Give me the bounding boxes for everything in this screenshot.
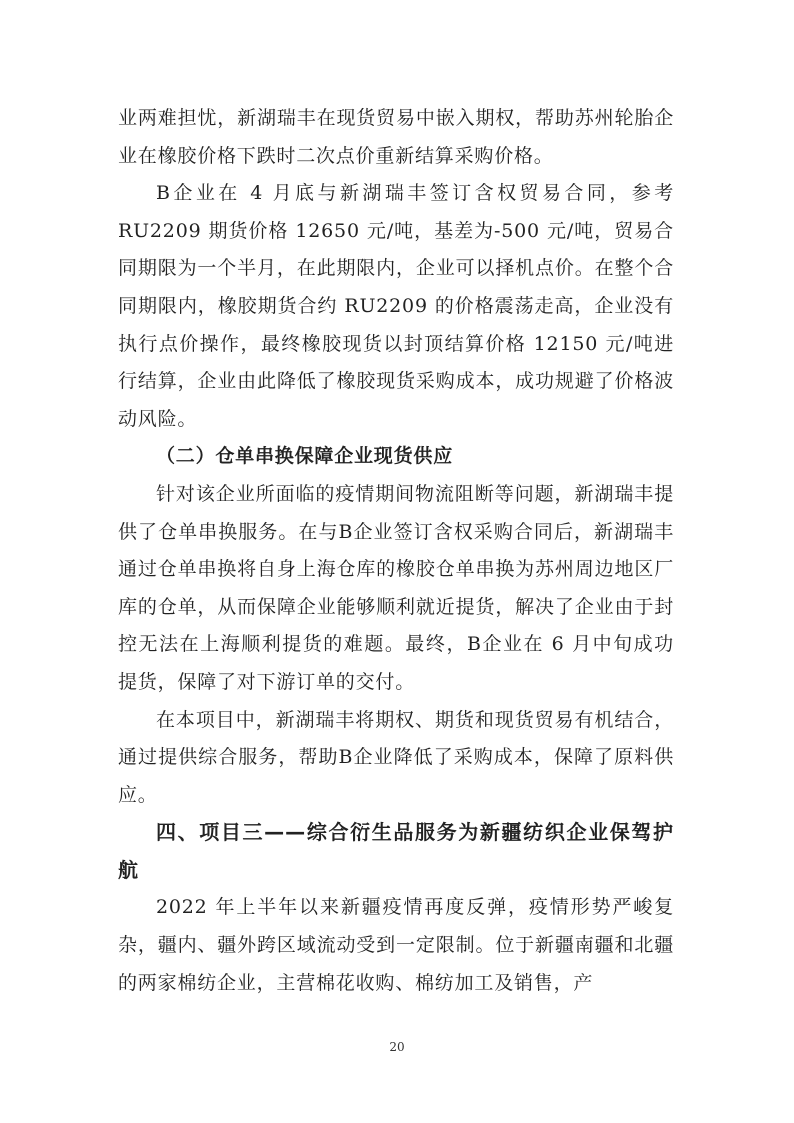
paragraph-project-summary: 在本项目中，新湖瑞丰将期权、期货和现货贸易有机结合，通过提供综合服务，帮助B企业降低了采购成本，保障了原料供应。 <box>118 708 674 806</box>
paragraph-warehouse-receipt-swap: 针对该企业所面临的疫情期间物流阻断等问题，新湖瑞丰提供了仓单串换服务。在与B企业签订含权采购合同后，新湖瑞丰通过仓单串换将自身上海仓库的橡胶仓单串换为苏州周边地区厂库的仓单，从而保障企业能够顺利就近提货，解决了企业由于封控无法在上海顺利提货的难题。最终，B企业在 6 月中旬成功提货，保障了对下游订单的交付。 <box>118 482 674 693</box>
paragraph-b-enterprise-contract: B企业在 4 月底与新湖瑞丰签订含权贸易合同，参考 RU2209 期货价格 12650 元/吨，基差为-500 元/吨，贸易合同期限为一个半月，在此期限内，企业可以择机点价。在整个合同期限内，橡胶期货合约 RU2209 的价格震荡走高，企业没有执行点价操作，最终橡胶现货以封顶结算价格 12150 元/吨进行结算，企业由此降低了橡胶现货采购成本，成功规避了价格波动风险。 <box>118 182 674 430</box>
page-number: 20 <box>389 1040 405 1054</box>
section-subheading: （二）仓单串换保障企业现货供应 <box>156 445 454 468</box>
paragraph-xinjiang-intro: 2022 年上半年以来新疆疫情再度反弹，疫情形势严峻复杂，疆内、疆外跨区域流动受到一定限制。位于新疆南疆和北疆的两家棉纺企业，主营棉花收购、棉纺加工及销售，产 <box>118 896 674 994</box>
document-body <box>118 100 674 1002</box>
paragraph-continuation: 业两难担忧，新湖瑞丰在现货贸易中嵌入期权，帮助苏州轮胎企业在橡胶价格下跌时二次点价重新结算采购价格。 <box>118 107 674 167</box>
section-heading: 四、项目三——综合衍生品服务为新疆纺织企业保驾护航 <box>118 820 674 882</box>
